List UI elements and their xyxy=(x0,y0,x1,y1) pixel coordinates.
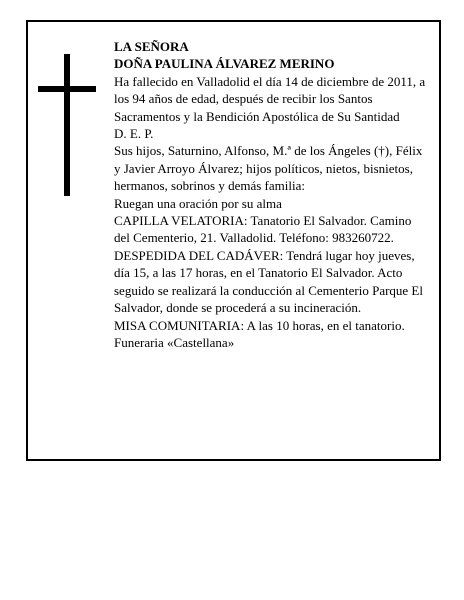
funeral-home: Funeraria «Castellana» xyxy=(114,334,235,350)
prayer-request: Ruegan una oración por su alma xyxy=(114,195,282,211)
chapel-info: CAPILLA VELATORIA: Tanatorio El Salvador. Camino del Cementerio, 21. Valladolid. Teléfono: 983260722. xyxy=(114,213,412,246)
rip-line: D. E. P. xyxy=(114,126,154,142)
mass-info: MISA COMUNITARIA: A las 10 horas, en el tanatorio. xyxy=(114,317,405,333)
farewell-info: DESPEDIDA DEL CADÁVER: Tendrá lugar hoy jueves, día 15, a las 17 horas, en el Tanatorio El Salvador. Acto seguido se realizará la conducción al Cementerio Parque El Salvador, donde se procederá a su incineración. xyxy=(114,247,423,316)
death-announcement: Ha fallecido en Valladolid el día 14 de diciembre de 2011, a los 94 años de edad, después de recibir los Santos Sacramentos y la Bendición Apostólica de Su Santidad xyxy=(114,73,426,124)
cross-vertical-bar xyxy=(64,54,70,196)
obituary-text xyxy=(114,38,428,351)
family-list: Sus hijos, Saturnino, Alfonso, M.ª de los Ángeles (†), Félix y Javier Arroyo Álvarez; hijos políticos, nietos, bisnietos, hermanos, sobrinos y demás familia: xyxy=(114,143,423,194)
cross-horizontal-bar xyxy=(38,86,96,92)
deceased-name: DOÑA PAULINA ÁLVAREZ MERINO xyxy=(114,56,335,72)
latin-cross-icon xyxy=(38,54,96,196)
title-line: LA SEÑORA xyxy=(114,39,189,54)
